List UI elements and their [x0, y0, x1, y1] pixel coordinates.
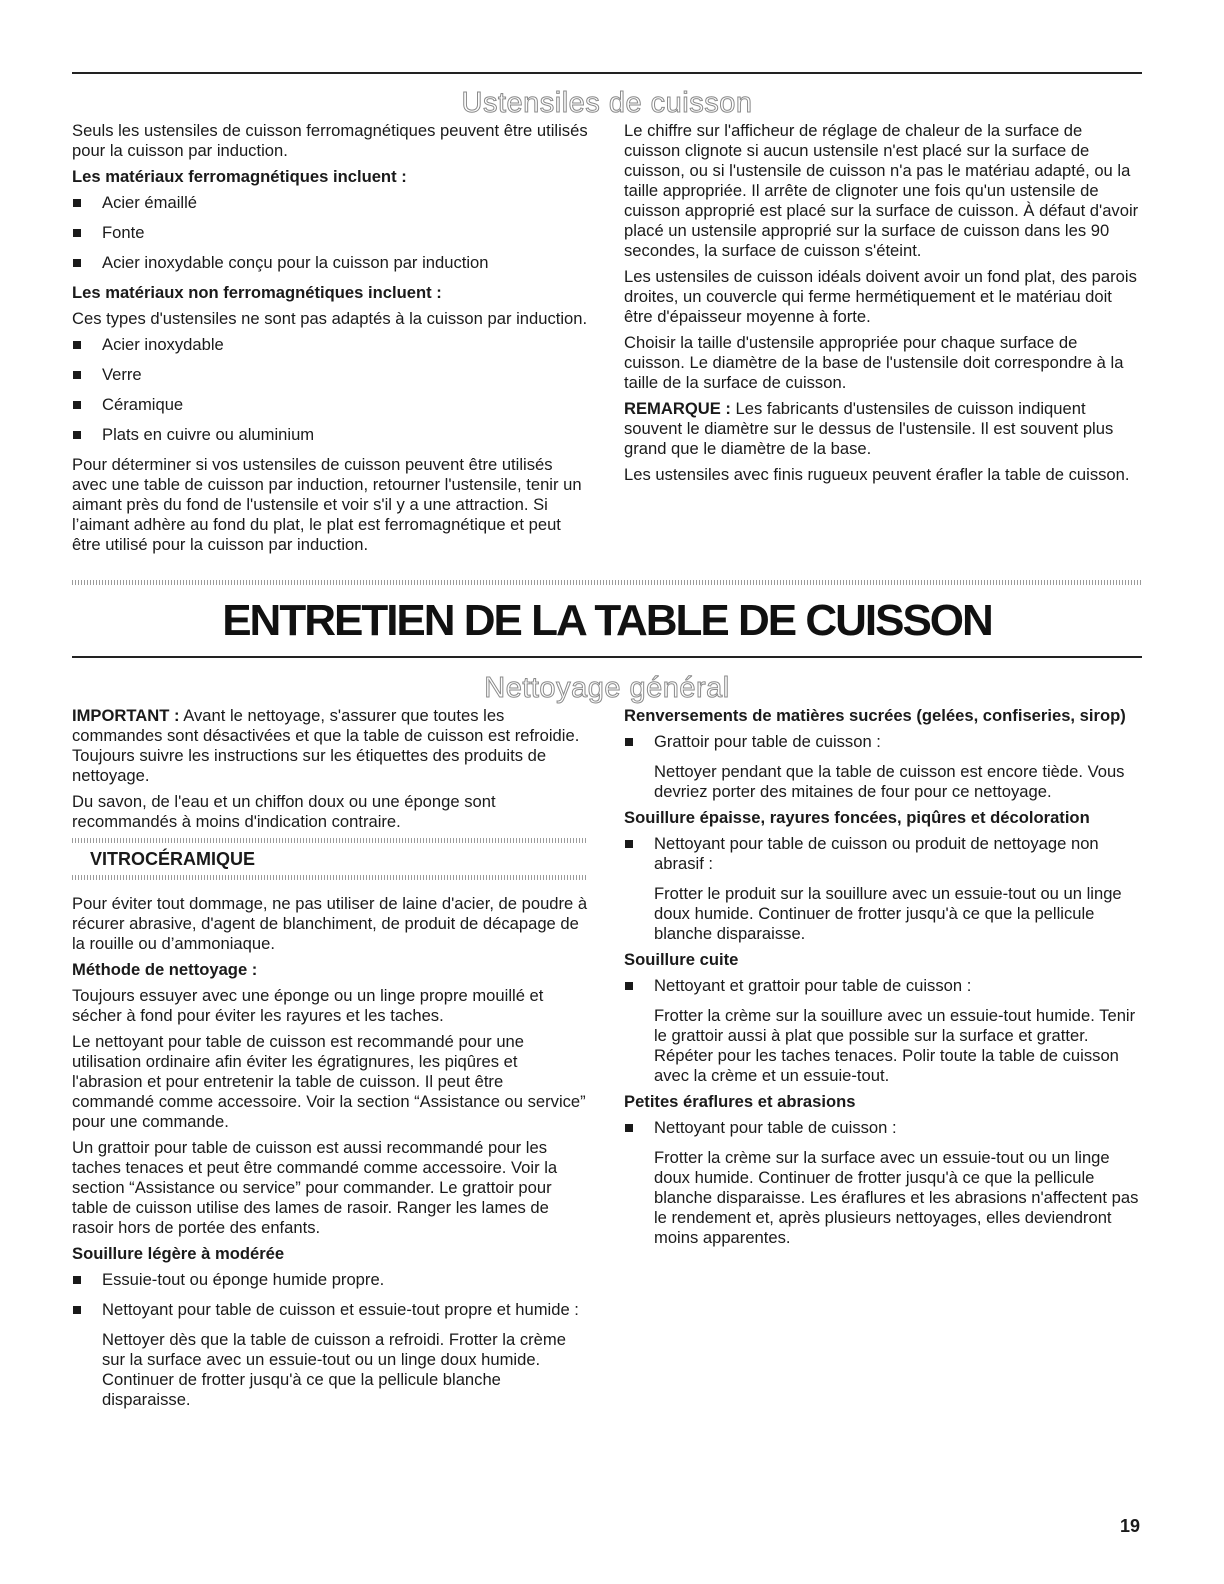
subheading: Méthode de nettoyage : — [72, 960, 258, 979]
list-item: Verre — [72, 365, 588, 385]
list-item: Nettoyant pour table de cuisson et essuie-tout propre et humide : — [72, 1300, 588, 1320]
paragraph: Toujours essuyer avec une éponge ou un linge propre mouillé et sécher à fond pour éviter les rayures et les taches. — [72, 986, 544, 1025]
paragraph: Pour déterminer si vos ustensiles de cuisson peuvent être utilisés avec une table de cuisson par induction, retourner l'ustensile, tenir un aimant près du fond de l'ustensile et voir s'il y a une attraction. Si l’aimant adhère au fond du plat, le plat est ferromagnétique et peut être utilisé pour la cuisson par induction. — [72, 455, 582, 554]
list-item: Nettoyant pour table de cuisson : — [624, 1118, 1140, 1138]
indented-paragraph: Nettoyer dès que la table de cuisson a refroidi. Frotter la crème sur la surface avec un essuie-tout ou un linge doux humide. Continuer de frotter jusqu'à ce que la pellicule blanche disparaisse. — [102, 1330, 566, 1409]
subhead-box — [72, 838, 588, 880]
list-item: Nettoyant et grattoir pour table de cuisson : — [624, 976, 1140, 996]
light-soil-list — [72, 1270, 588, 1320]
section-divider — [72, 580, 1142, 585]
section-title-nettoyage: Nettoyage général — [484, 672, 730, 704]
subheading: Les matériaux ferromagnétiques incluent : — [72, 167, 407, 186]
section2-left-column — [72, 706, 588, 1416]
list-item: Essuie-tout ou éponge humide propre. — [72, 1270, 588, 1290]
page-title: ENTRETIEN DE LA TABLE DE CUISSON — [222, 596, 992, 645]
subheading: Les matériaux non ferromagnétiques incluent : — [72, 283, 442, 302]
paragraph: Un grattoir pour table de cuisson est aussi recommandé pour les taches tenaces et peut être commandé comme accessoire. Voir la section “Assistance ou service” pour commander. Le grattoir pour table de cuisson utilise des lames de rasoir. Ranger les lames de rasoir hors de portée des enfants. — [72, 1138, 558, 1237]
list-item: Acier émaillé — [72, 193, 588, 213]
list-item: Fonte — [72, 223, 588, 243]
paragraph: Pour éviter tout dommage, ne pas utiliser de laine d'acier, de poudre à récurer abrasive, d'agent de blanchiment, de produit de décapage de la rouille ou d’ammoniaque. — [72, 894, 588, 953]
note-label: REMARQUE : — [624, 399, 731, 418]
ferromagnetic-list — [72, 193, 588, 273]
page-number: 19 — [1119, 1516, 1140, 1536]
list — [624, 834, 1140, 874]
paragraph: Seuls les ustensiles de cuisson ferromagnétiques peuvent être utilisés pour la cuisson par induction. — [72, 121, 588, 160]
important-label: IMPORTANT : — [72, 706, 180, 725]
list — [624, 732, 1140, 752]
note-paragraph — [624, 399, 1140, 459]
subheading: Renversements de matières sucrées (gelées, confiseries, sirop) — [624, 706, 1126, 725]
list-item: Grattoir pour table de cuisson : — [624, 732, 1140, 752]
paragraph: Ces types d'ustensiles ne sont pas adaptés à la cuisson par induction. — [72, 309, 588, 328]
indented-paragraph: Frotter la crème sur la surface avec un essuie-tout ou un linge doux humide. Continuer de frotter jusqu'à ce que la pellicule blanche disparaisse. Les éraflures et les abrasions n'affectent pas le rendement et, après plusieurs nettoyages, elles deviendront moins apparentes. — [654, 1148, 1139, 1247]
indented-paragraph: Frotter le produit sur la souillure avec un essuie-tout ou un linge doux humide. Continuer de frotter jusqu'à ce que la pellicule blanche disparaisse. — [654, 884, 1122, 943]
list-item: Plats en cuivre ou aluminium — [72, 425, 588, 445]
paragraph: Les ustensiles avec finis rugueux peuvent érafler la table de cuisson. — [624, 465, 1130, 484]
non-ferromagnetic-list — [72, 335, 588, 445]
indented-paragraph: Frotter la crème sur la souillure avec un essuie-tout humide. Tenir le grattoir aussi à plat que possible sur la surface et gratter. Répéter pour les taches tenaces. Polir toute la table de cuisson avec la crème et un essuie-tout. — [654, 1006, 1136, 1085]
section1-left-column — [72, 121, 588, 561]
note-text: Les fabricants d'ustensiles de cuisson indiquent souvent le diamètre sur le dessus de l'ustensile. Il est souvent plus grand que le diamètre de la base. — [624, 399, 1114, 458]
section-title-ustensiles: Ustensiles de cuisson — [461, 87, 753, 119]
list-item: Acier inoxydable conçu pour la cuisson par induction — [72, 253, 588, 273]
subheading: Souillure cuite — [624, 950, 739, 969]
paragraph: Choisir la taille d'ustensile appropriée pour chaque surface de cuisson. Le diamètre de la base de l'ustensile doit correspondre à la taille de la surface de cuisson. — [624, 333, 1124, 392]
list-item: Acier inoxydable — [72, 335, 588, 355]
list-item: Nettoyant pour table de cuisson ou produit de nettoyage non abrasif : — [624, 834, 1140, 874]
title-rule — [72, 656, 1142, 658]
list — [624, 976, 1140, 996]
list — [624, 1118, 1140, 1138]
subheading: Petites éraflures et abrasions — [624, 1092, 856, 1111]
section1-right-column — [624, 121, 1140, 491]
indented-paragraph: Nettoyer pendant que la table de cuisson est encore tiède. Vous devriez porter des mitaines de four pour ce nettoyage. — [654, 762, 1125, 801]
important-text: Avant le nettoyage, s'assurer que toutes les commandes sont désactivées et que la table de cuisson est refroidie. Toujours suivre les instructions sur les étiquettes des produits de nettoyage. — [72, 706, 580, 785]
section2-right-column — [624, 706, 1140, 1254]
vitroceramique-heading: VITROCÉRAMIQUE — [90, 849, 256, 869]
important-paragraph — [72, 706, 588, 786]
subheading: Souillure épaisse, rayures foncées, piqûres et décoloration — [624, 808, 1090, 827]
paragraph: Du savon, de l'eau et un chiffon doux ou une éponge sont recommandés à moins d'indication contraire. — [72, 792, 496, 831]
top-rule — [72, 72, 1142, 74]
paragraph: Les ustensiles de cuisson idéals doivent avoir un fond plat, des parois droites, un couvercle qui ferme hermétiquement et le matériau doit être d'épaisseur moyenne à forte. — [624, 267, 1137, 326]
subheading: Souillure légère à modérée — [72, 1244, 285, 1263]
paragraph: Le nettoyant pour table de cuisson est recommandé pour une utilisation ordinaire afin éviter les égratignures, les piqûres et l'abrasion et pour entretenir la table de cuisson. Il peut être commandé comme accessoire. Voir la section “Assistance ou service” pour une commande. — [72, 1032, 586, 1131]
paragraph: Le chiffre sur l'afficheur de réglage de chaleur de la surface de cuisson clignote si aucun ustensile n'est placé sur la surface de cuisson, ou si l'ustensile de cuisson n'a pas le matériau adapté, ou la taille appropriée. Il arrête de clignoter une fois qu'un ustensile de cuisson approprié est placé sur la surface de cuisson. À défaut d'avoir placé un ustensile approprié sur la surface de cuisson dans les 90 secondes, la surface de cuisson s'éteint. — [624, 121, 1139, 260]
list-item: Céramique — [72, 395, 588, 415]
